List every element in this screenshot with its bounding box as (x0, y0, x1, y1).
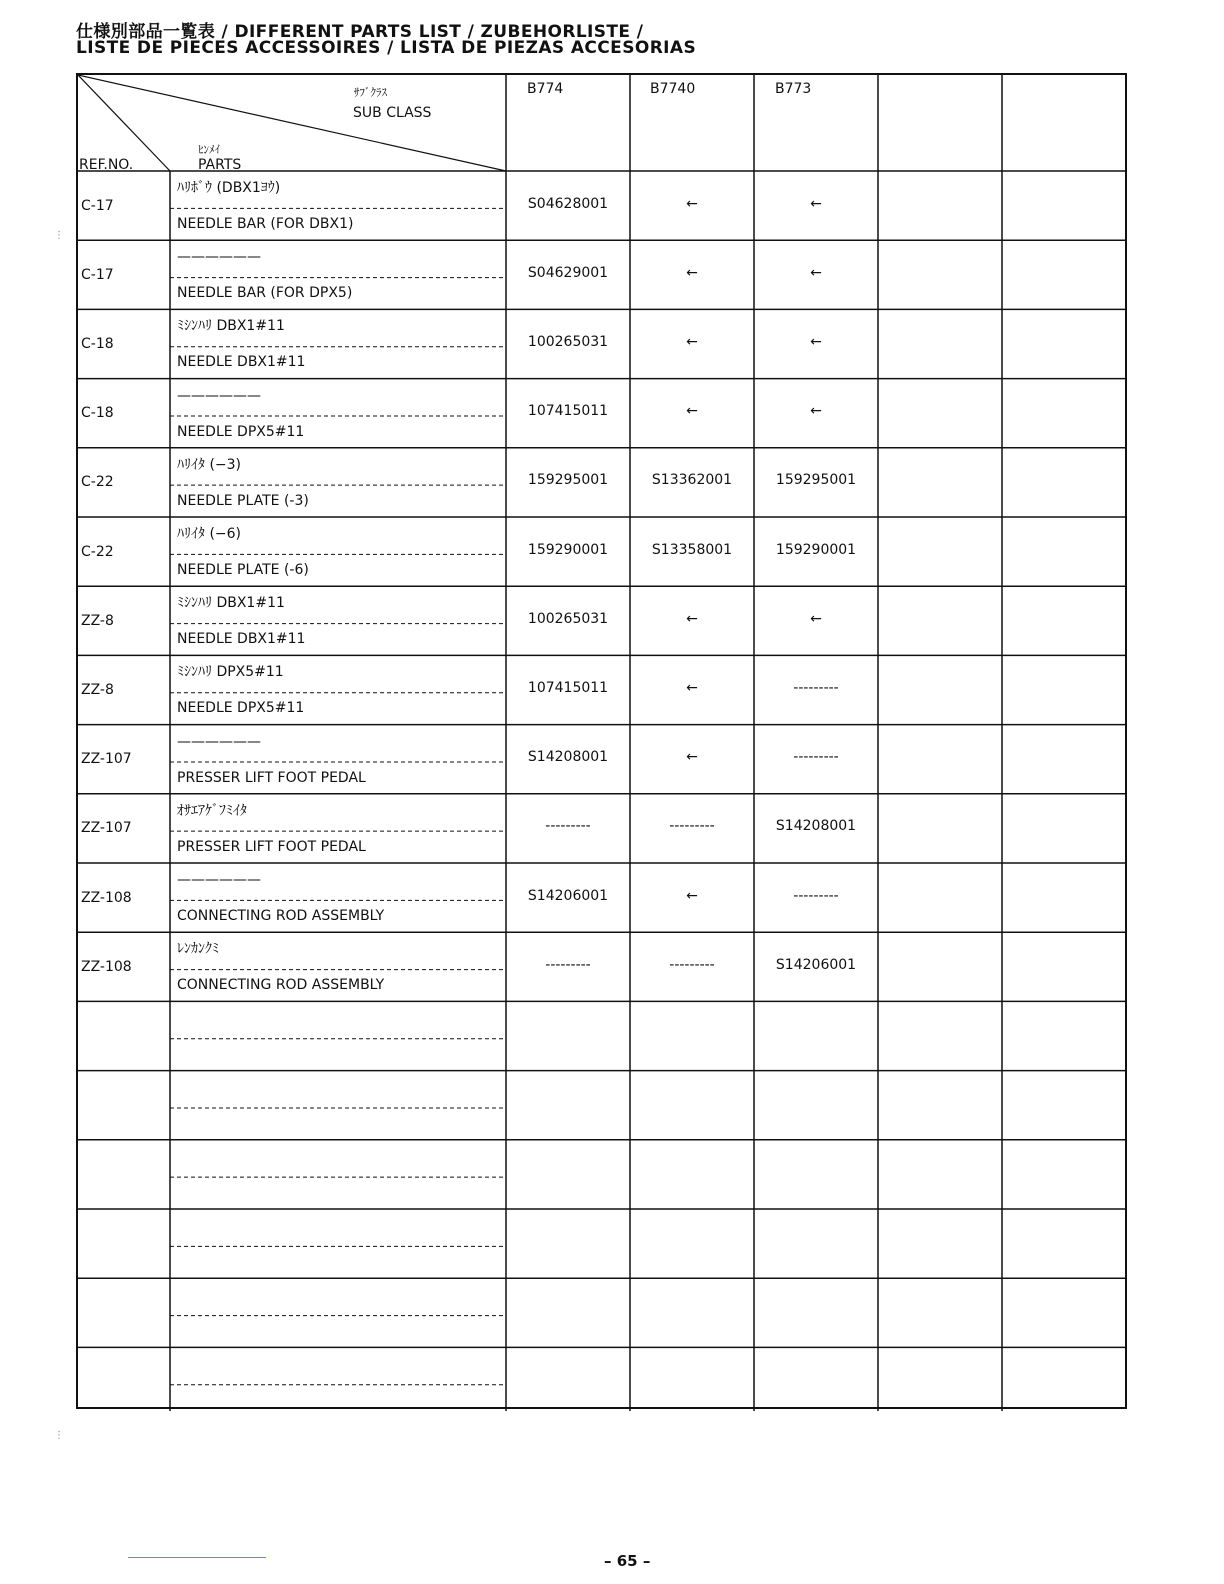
part-name-japanese: —————— (177, 387, 261, 404)
footer-rule (128, 1557, 266, 1558)
part-name-japanese: ﾐｼﾝﾊﾘ DBX1#11 (177, 595, 285, 612)
part-number-cell: 100265031 (527, 610, 609, 627)
ref-number: ZZ-8 (81, 682, 114, 698)
part-name-japanese: ﾚﾝｶﾝｸﾐ (177, 941, 219, 958)
part-number-cell: S13362001 (651, 472, 733, 489)
part-number-cell: ← (810, 334, 822, 350)
column-header-b773: B773 (775, 81, 812, 97)
part-number-cell: --------- (669, 956, 715, 973)
part-number-cell: ← (686, 680, 698, 696)
part-number-cell: 100265031 (527, 334, 609, 350)
part-number-cell: S04628001 (527, 195, 609, 212)
part-name-english: CONNECTING ROD ASSEMBLY (177, 908, 385, 924)
part-name-japanese: ﾐｼﾝﾊﾘ DPX5#11 (177, 664, 284, 681)
part-name-japanese: ｵｻｴｱｹﾞﾌﾐｲﾀ (177, 802, 247, 819)
parts-table (76, 73, 1127, 1409)
part-name-english: NEEDLE DPX5#11 (177, 700, 305, 717)
part-name-english: NEEDLE PLATE (-3) (177, 492, 309, 509)
ref-number: C-22 (81, 474, 114, 491)
part-number-cell: --------- (793, 749, 839, 766)
ref-number: C-22 (81, 543, 114, 560)
page-number: – 65 – (604, 1552, 651, 1570)
part-number-cell: ← (810, 403, 822, 420)
part-name-japanese: —————— (177, 872, 261, 888)
ref-number: ZZ-108 (81, 958, 132, 975)
subclass-kana-label: ｻﾌﾞｸﾗｽ (354, 86, 387, 99)
ref-number: ZZ-107 (81, 751, 132, 768)
part-number-cell: 159295001 (775, 472, 857, 489)
corner-diagonal (78, 75, 506, 171)
part-name-english: PRESSER LIFT FOOT PEDAL (177, 769, 366, 786)
part-name-japanese: ﾊﾘﾎﾞｳ (DBX1ﾖｳ) (177, 180, 281, 196)
page-title-line-1: 仕様別部品一覧表 / DIFFERENT PARTS LIST / ZUBEHORLISTE / (76, 22, 644, 42)
ref-number: ZZ-8 (81, 612, 114, 629)
ref-number: ZZ-108 (81, 889, 132, 906)
ref-number: ZZ-107 (81, 820, 132, 837)
part-name-japanese: —————— (177, 249, 261, 266)
part-number-cell: S04629001 (527, 264, 609, 281)
column-header-b7740: B7740 (650, 81, 696, 97)
part-number-cell: 159290001 (527, 541, 609, 558)
part-name-english: NEEDLE DPX5#11 (177, 423, 305, 440)
part-number-cell: S14208001 (775, 818, 857, 835)
part-number-cell: ← (810, 610, 822, 627)
part-name-english: NEEDLE DBX1#11 (177, 631, 306, 648)
part-number-cell: ← (686, 887, 698, 904)
page-title-line-2: LISTE DE PIECES ACCESSOIRES / LISTA DE PIEZAS ACCESORIAS (76, 38, 697, 58)
part-number-cell: ← (686, 195, 698, 212)
part-number-cell: 159295001 (527, 472, 609, 489)
part-number-cell: 107415011 (527, 680, 609, 696)
part-number-cell: ← (686, 264, 698, 281)
part-number-cell: S13358001 (651, 541, 733, 558)
parts-kana-label: ﾋﾝﾒｲ (198, 143, 220, 156)
part-number-cell: ← (810, 195, 822, 212)
part-name-english: NEEDLE PLATE (-6) (177, 562, 309, 578)
margin-mark: ⋮ (54, 230, 64, 241)
part-number-cell: ← (686, 334, 698, 350)
part-name-japanese: —————— (177, 733, 261, 750)
part-number-cell: S14206001 (775, 956, 857, 973)
part-number-cell: S14208001 (527, 749, 609, 766)
refno-label: REF.NO. (79, 157, 134, 173)
part-name-japanese: ﾊﾘｲﾀ (−6) (177, 526, 242, 542)
part-number-cell: 159290001 (775, 541, 857, 558)
part-number-cell: ← (686, 403, 698, 420)
part-number-cell: --------- (545, 956, 591, 973)
part-name-english: CONNECTING ROD ASSEMBLY (177, 977, 385, 994)
margin-mark: ⋮ (54, 1430, 64, 1441)
subclass-label: SUB CLASS (353, 105, 432, 121)
ref-number: C-18 (81, 336, 114, 352)
part-number-cell: S14206001 (527, 887, 609, 904)
part-name-english: NEEDLE BAR (FOR DPX5) (177, 285, 353, 302)
part-number-cell: --------- (545, 818, 591, 835)
ref-number: C-18 (81, 405, 114, 422)
part-number-cell: --------- (793, 680, 839, 696)
part-number-cell: ← (810, 264, 822, 281)
part-number-cell: --------- (793, 887, 839, 904)
part-name-japanese: ﾐｼﾝﾊﾘ DBX1#11 (177, 318, 285, 335)
part-name-english: PRESSER LIFT FOOT PEDAL (177, 838, 366, 855)
parts-label: PARTS (198, 157, 242, 173)
ref-number: C-17 (81, 266, 114, 283)
part-name-japanese: ﾊﾘｲﾀ (−3) (177, 456, 242, 473)
column-header-b774: B774 (527, 81, 564, 97)
ref-number: C-17 (81, 197, 114, 214)
part-name-english: NEEDLE DBX1#11 (177, 354, 306, 371)
part-name-english: NEEDLE BAR (FOR DBX1) (177, 216, 354, 232)
part-number-cell: ← (686, 749, 698, 766)
part-number-cell: 107415011 (527, 403, 609, 420)
part-number-cell: --------- (669, 818, 715, 835)
part-number-cell: ← (686, 610, 698, 627)
